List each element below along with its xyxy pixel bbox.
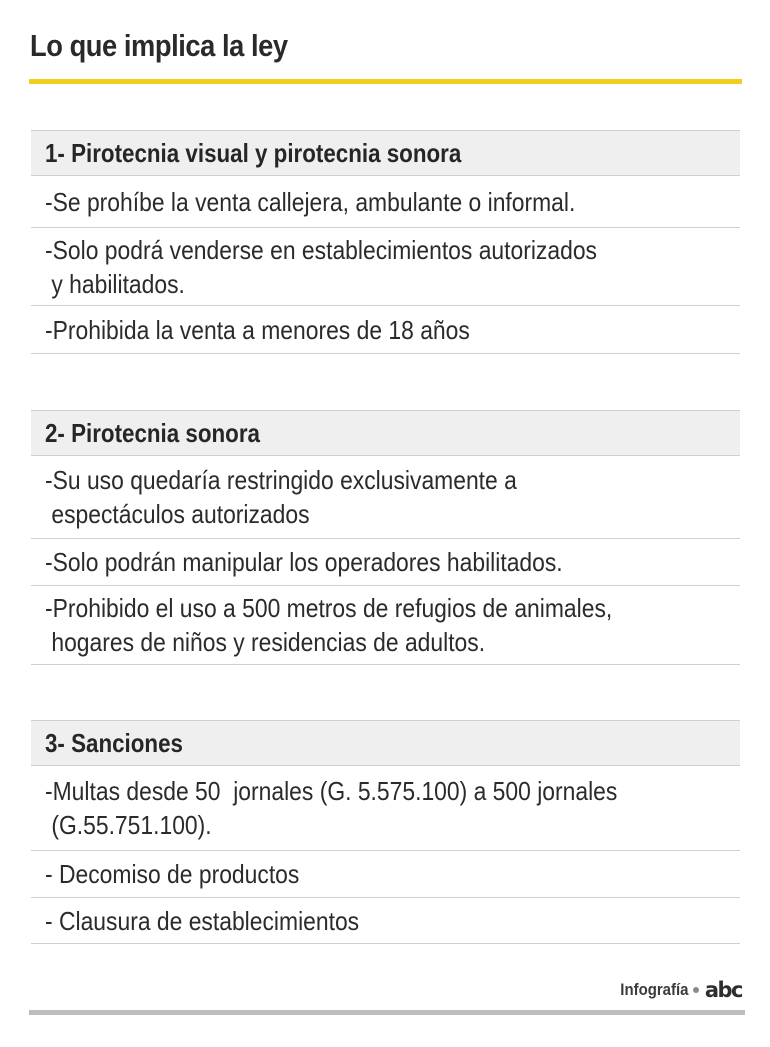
list-item-text: -Solo podrán manipular los operadores habilitados. [45,547,563,577]
list-item-text: -Prohibido el uso a 500 metros de refugios de animales, hogares de niños y residencias de adultos. [45,593,613,657]
list-item-text: -Prohibida la venta a menores de 18 años [45,314,470,345]
bottom-divider [29,1010,745,1015]
list-item [31,228,740,306]
list-item-text: -Se prohíbe la venta callejera, ambulante o informal. [45,186,576,217]
title-underline [29,79,742,84]
list-item [31,766,740,851]
list-item [31,456,740,539]
section-heading-text: 2- Pirotecnia sonora [45,417,260,448]
list-item [31,851,740,898]
section-heading [31,720,740,766]
list-item [31,539,740,586]
section-heading [31,130,740,176]
list-item-text: - Decomiso de productos [45,859,300,889]
section-heading-text: 3- Sanciones [45,727,183,758]
footer-credit [611,978,742,1002]
list-item-text: -Multas desde 50 jornales (G. 5.575.100) a 500 jornales (G.55.751.100). [45,776,618,840]
list-item-text: -Solo podrá venderse en establecimientos autorizados y habilitados. [45,234,597,299]
page-title: Lo que implica la ley [30,28,288,63]
list-item-text: - Clausura de establecimientos [45,905,360,936]
list-item [31,898,740,944]
list-item [31,586,740,665]
section-heading-text: 1- Pirotecnia visual y pirotecnia sonora [45,137,462,168]
section-heading [31,410,740,456]
list-item [31,306,740,354]
list-item [31,176,740,228]
section-pirotecnia-sonora [31,410,740,665]
infografia-label: Infografía [620,980,689,999]
section-pirotecnia-visual-sonora [31,130,740,354]
abc-logo: abc [704,978,742,1002]
section-sanciones [31,720,740,944]
list-item-text: -Su uso quedaría restringido exclusivamente a espectáculos autorizados [45,465,517,529]
separator-dot-icon [693,987,699,993]
